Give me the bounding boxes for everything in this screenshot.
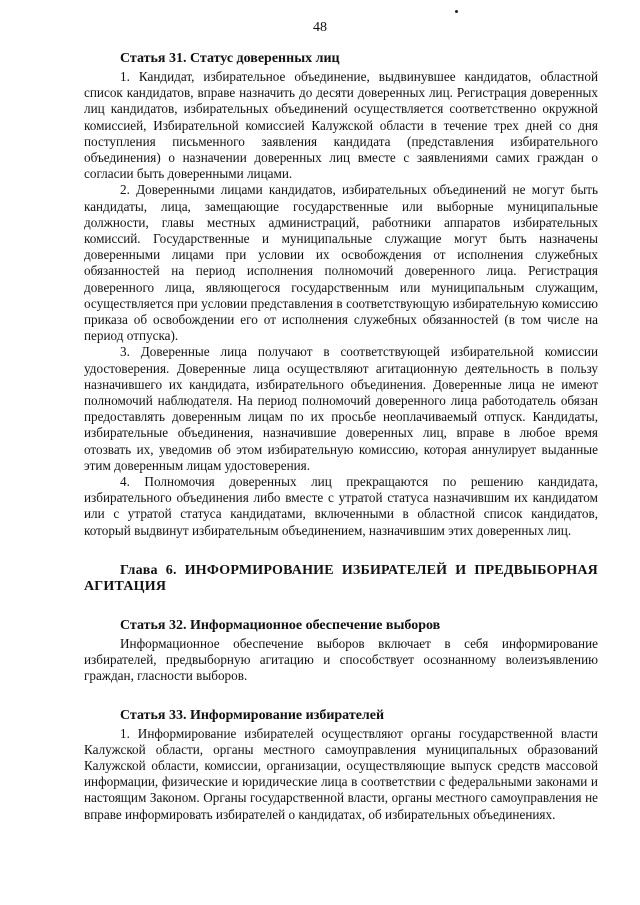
- spacer: [84, 595, 598, 617]
- spacer: [84, 685, 598, 707]
- spacer: [84, 539, 598, 563]
- article-33-heading: Статья 33. Информирование избирателей: [120, 707, 385, 723]
- chapter-6-heading: Глава 6. ИНФОРМИРОВАНИЕ ИЗБИРАТЕЛЕЙ И ПРЕДВЫБОРНАЯ АГИТАЦИЯ: [84, 562, 598, 594]
- article-31-heading: Статья 31. Статус доверенных лиц: [120, 51, 340, 66]
- article-32-paragraph-1: Информационное обеспечение выборов включает в себя информирование избирателей, предвыборную агитацию и способствует осознанному волеизъявлению граждан, гласности выборов.: [84, 635, 598, 684]
- page-number: 48: [313, 20, 327, 35]
- scan-mark: [455, 10, 458, 13]
- article-33-paragraph-1: 1. Информирование избирателей осуществляют органы государственной власти Калужской области, органы местного самоуправления муниципальных образований Калужской области, комиссии, организации, осуществляющие выпуск средств массовой информации, физические и юридические лица в соответствии с федеральными законами и настоящим Законом. Органы государственной власти, органы местного самоуправления не вправе информировать избирателей о кандидатах, об избирательных объединениях.: [84, 725, 598, 822]
- article-31-paragraph-1: 1. Кандидат, избирательное объединение, выдвинувшее кандидатов, областной список кандидатов, вправе назначить до десяти доверенных лиц. Регистрация доверенных лиц кандидатов, избирательных объединений осуществляется соответственно окружной комиссией, Избирательной комиссией Калужской области в течение трех дней со дня поступления письменного заявления кандидата (представления избирательного объединения) о назначении доверенных лиц вместе с заявлениями самих граждан о согласии быть доверенными лицами.: [84, 69, 598, 182]
- article-31-paragraph-3: 3. Доверенные лица получают в соответствующей избирательной комиссии удостоверения. Доверенные лица осуществляют агитационную деятельность в пользу назначившего их кандидата, избирательного объединения. Доверенные лица не имеют полномочий наблюдателя. На период полномочий доверенного лица работодатель обязан предоставлять доверенным лицам по их просьбе неоплачиваемый отпуск. Кандидаты, избирательные объединения, назначившие доверенных лиц, вправе в любое время отозвать их, уведомив об этом избирательную комиссию, которая аннулирует выданные этим доверенным лицам удостоверения.: [84, 344, 598, 473]
- article-31-paragraph-4: 4. Полномочия доверенных лиц прекращаются по решению кандидата, избирательного объединения либо вместе с утратой статуса назначившим их кандидатом или с утратой статуса кандидатами, включенными в областной список кандидатов, который выдвинут избирательным объединением, назначившим этих доверенных лиц.: [84, 474, 598, 538]
- document-body: [84, 50, 598, 823]
- article-31-paragraph-2: 2. Доверенными лицами кандидатов, избирательных объединений не могут быть кандидаты, лица, замещающие государственные или выборные муниципальные должности, главы местных администраций, работники аппаратов избирательных комиссий. Государственные и муниципальные служащие могут быть назначены доверенными лицами при условии их освобождения от исполнения служебных обязанностей на период исполнения полномочий доверенного лица. Регистрация доверенного лица, являющегося государственным или муниципальным служащим, осуществляется при условии представления в соответствующую избирательную комиссию приказа об освобождении его от исполнения служебных обязанностей (в том числе на период отпуска).: [84, 182, 598, 344]
- article-32-heading: Статья 32. Информационное обеспечение выборов: [120, 617, 441, 633]
